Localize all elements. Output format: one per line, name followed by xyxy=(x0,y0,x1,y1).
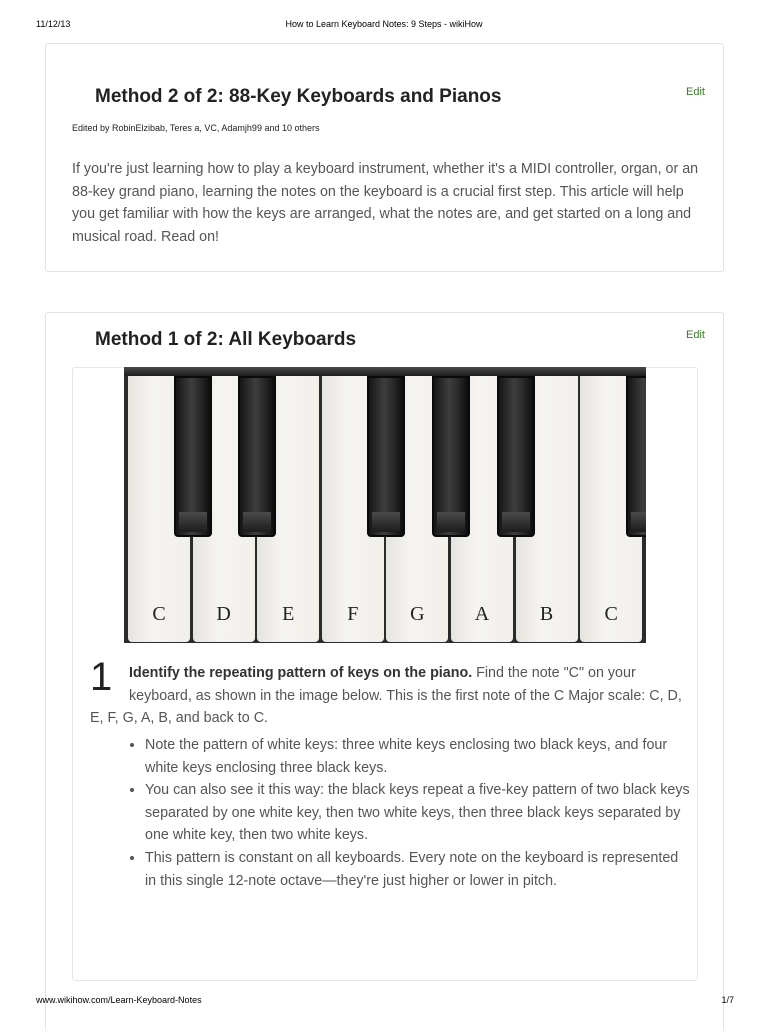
method-1-title: Method 1 of 2: All Keyboards xyxy=(95,329,357,350)
footer-url: www.wikihow.com/Learn-Keyboard-Notes xyxy=(36,995,202,1005)
black-key xyxy=(497,376,535,537)
step-bullets xyxy=(127,734,690,892)
header-title: How to Learn Keyboard Notes: 9 Steps - wikiHow xyxy=(285,19,483,29)
step-heading: Identify the repeating pattern of keys on the piano. xyxy=(129,665,473,681)
key-note-label: C xyxy=(152,603,166,625)
key-note-label: F xyxy=(347,603,359,625)
key-note-label: C xyxy=(604,603,618,625)
method-2-card xyxy=(45,43,724,272)
step-number: 1 xyxy=(90,655,113,699)
step-1-container xyxy=(72,367,698,981)
keyboard-top-bar xyxy=(124,367,646,376)
step-body: Find the note "C" on your keyboard, as shown in the image below. This is the first note of the C Major scale: C, D, E, F, G, A, B, and back to C. xyxy=(90,665,682,727)
edited-by-line: Edited by RobinElzibab, Teres a, VC, Adamjh99 and 10 others xyxy=(72,123,320,133)
key-note-label: D xyxy=(216,603,231,625)
black-key xyxy=(238,376,276,537)
intro-paragraph: If you're just learning how to play a keyboard instrument, whether it's a MIDI controller, organ, or an 88-key grand piano, learning the notes on the keyboard is a crucial first step. This article will help you get familiar with how the keys are arranged, what the notes are, and get started on a long and musical road. Read on! xyxy=(72,161,699,245)
method-2-edit-link[interactable]: Edit xyxy=(686,86,705,98)
black-key xyxy=(626,376,646,537)
bullet-item: • This pattern is constant on all keyboards. Every note on the keyboard is represented in this single 12-note octave—they're just higher or lower in pitch. xyxy=(145,847,690,892)
black-key xyxy=(367,376,405,537)
key-note-label: B xyxy=(539,603,554,625)
key-note-label: G xyxy=(410,603,425,625)
bullet-item: • Note the pattern of white keys: three white keys enclosing two black keys, and four white keys enclosing three black keys. xyxy=(145,734,690,779)
key-note-label: A xyxy=(474,603,490,625)
bullet-item: • You can also see it this way: the black keys repeat a five-key pattern of two black keys separated by one white key, then two white keys, then three black keys separated by one white key, then two white keys. xyxy=(145,779,690,847)
keyboard-image xyxy=(124,367,646,643)
step-text xyxy=(90,662,682,730)
header-date: 11/12/13 xyxy=(36,19,71,29)
key-note-label: E xyxy=(282,603,295,625)
method-2-title: Method 2 of 2: 88-Key Keyboards and Pianos xyxy=(95,86,502,107)
footer-page-number: 1/7 xyxy=(721,995,734,1005)
method-1-card xyxy=(45,312,724,1032)
black-key xyxy=(174,376,212,537)
black-key xyxy=(432,376,470,537)
method-1-edit-link[interactable]: Edit xyxy=(686,329,705,341)
